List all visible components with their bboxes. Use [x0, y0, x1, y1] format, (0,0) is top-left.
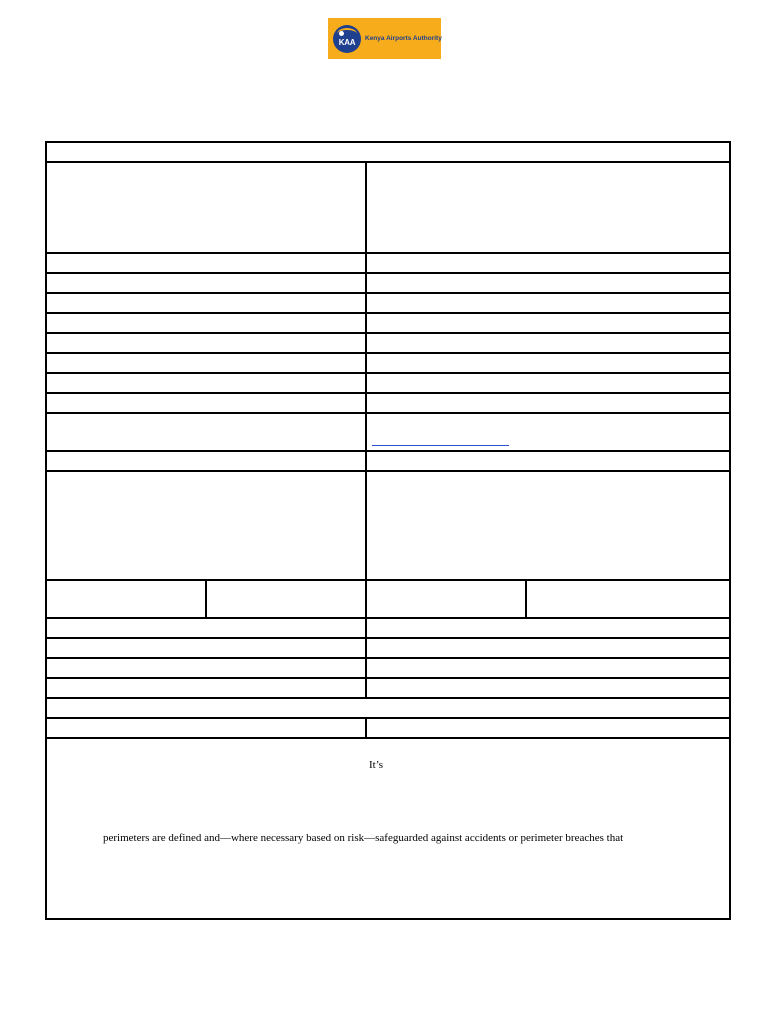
row-divider	[45, 470, 731, 472]
body-text-fragment: perimeters are defined and—where necessary based on risk—safeguarded against accidents or perimeter breaches that	[103, 832, 624, 844]
row-divider	[45, 579, 731, 581]
row-divider	[45, 252, 731, 254]
row-divider	[45, 450, 731, 452]
row-divider	[45, 717, 731, 719]
column-divider	[365, 161, 367, 698]
row-divider	[45, 392, 731, 394]
logo-name: Kenya Airports Authority	[365, 35, 442, 42]
row-divider	[45, 292, 731, 294]
row-divider	[45, 697, 731, 699]
row-divider	[45, 161, 731, 163]
column-divider	[205, 579, 207, 619]
logo-abbrev: KAA	[338, 38, 356, 47]
row-divider	[45, 617, 731, 619]
row-divider	[45, 412, 731, 414]
column-divider	[365, 717, 367, 738]
email-link-underline[interactable]	[372, 445, 509, 446]
emblem-dot	[339, 31, 344, 36]
kaa-logo	[328, 18, 441, 59]
body-text-fragment: It’s	[369, 759, 384, 771]
kaa-emblem-icon	[333, 25, 361, 53]
row-divider	[45, 372, 731, 374]
form-table	[45, 141, 731, 920]
row-divider	[45, 637, 731, 639]
row-divider	[45, 312, 731, 314]
row-divider	[45, 737, 731, 739]
row-divider	[45, 352, 731, 354]
column-divider	[525, 579, 527, 619]
row-divider	[45, 677, 731, 679]
row-divider	[45, 332, 731, 334]
row-divider	[45, 272, 731, 274]
row-divider	[45, 657, 731, 659]
